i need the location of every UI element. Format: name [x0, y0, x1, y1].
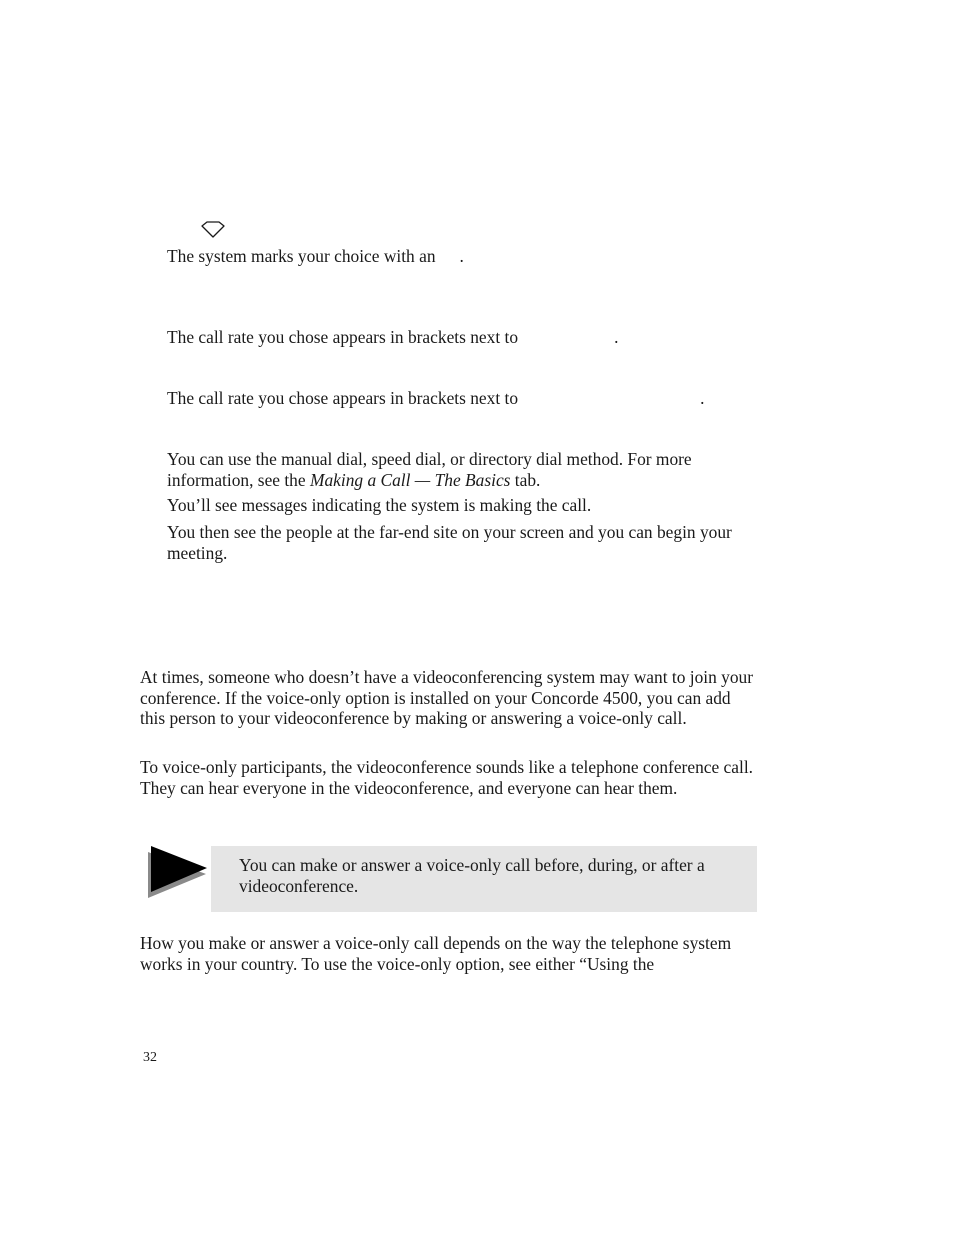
note-text: You can make or answer a voice-only call before, during, or after a videoconference. — [239, 855, 705, 896]
page-number: 32 — [143, 1050, 157, 1065]
select-diamond-icon — [200, 220, 226, 240]
voice-only-intro: At times, someone who doesn’t have a videoconferencing system may want to join your conference. If the voice-only option is installed on your Concorde 4500, you can add this person to your videoconference by making or answering a voice-only call. — [140, 667, 754, 729]
step-call-rate-2: The call rate you chose appears in brackets next to . — [167, 388, 705, 408]
step-call-rate-1: The call rate you chose appears in brackets next to . — [167, 327, 619, 347]
voice-only-usage: How you make or answer a voice-only call depends on the way the telephone system works in your country. To use the voice-only option, see either “Using the — [140, 933, 732, 974]
note-arrow-icon — [144, 842, 210, 900]
step-marks-choice: The system marks your choice with an . — [167, 246, 464, 266]
step-messages: You’ll see messages indicating the system is making the call. — [167, 495, 592, 515]
voice-only-description: To voice-only participants, the videoconference sounds like a telephone conference call. They can hear everyone in the videoconference, and everyone can hear them. — [140, 757, 753, 798]
step-dial-method: You can use the manual dial, speed dial, or directory dial method. For more information, see the Making a Call — The Basics tab. — [167, 449, 692, 490]
dial-method-tab-reference: Making a Call — The Basics — [309, 469, 511, 490]
step-far-end: You then see the people at the far-end site on your screen and you can begin your meeting. — [167, 522, 732, 563]
